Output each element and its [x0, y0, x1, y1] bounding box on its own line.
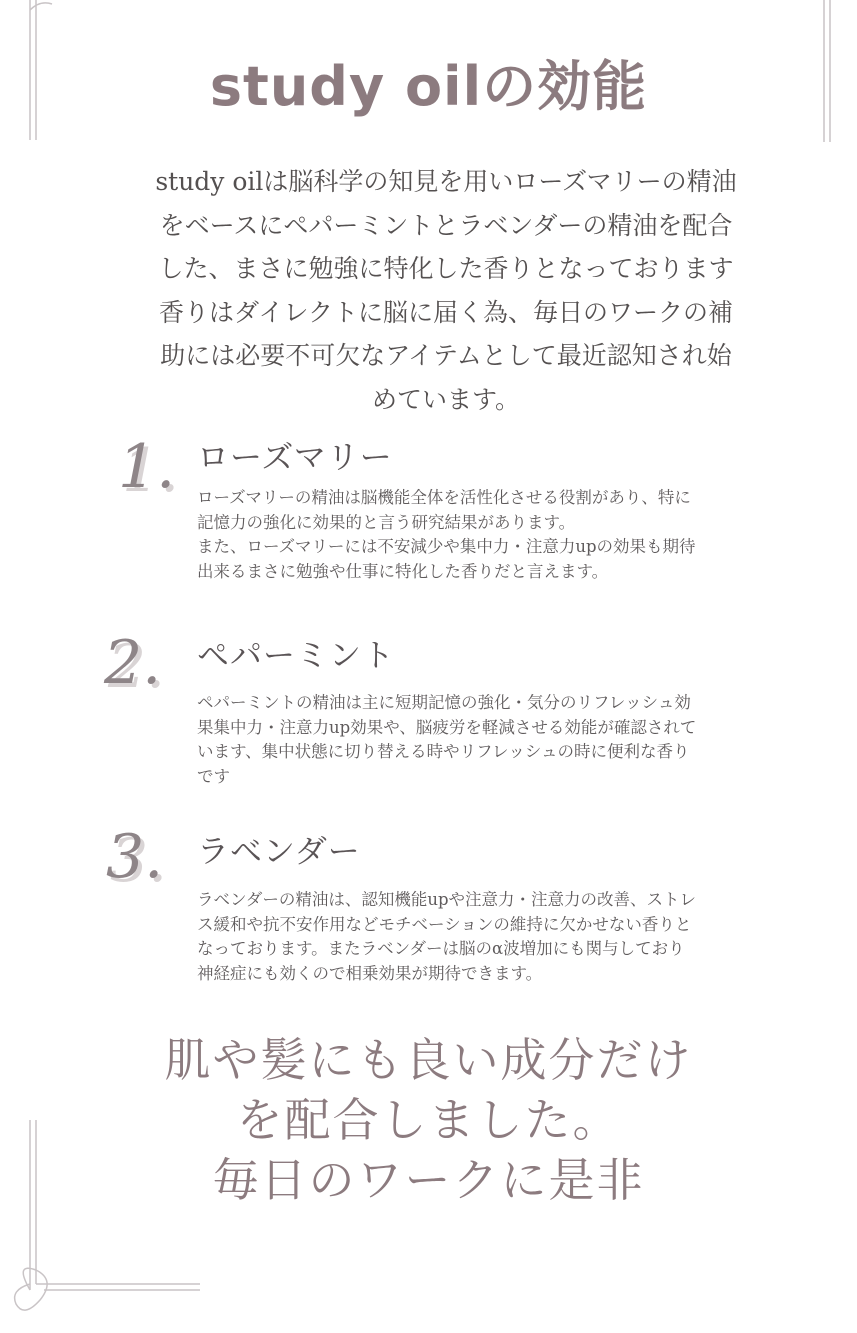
frame-top-left-curl: [30, 3, 52, 10]
item-body-line: です: [197, 766, 230, 786]
closing-line: 肌や髪にも良い成分だけ: [164, 1033, 693, 1087]
item-body-line: また、ローズマリーには不安減少や集中力・注意力upの効果も期待: [197, 537, 696, 556]
item-body-line: ローズマリーの精油は脳機能全体を活性化させる役割があり、特に: [197, 488, 691, 507]
intro-line: study oilは脳科学の知見を用いローズマリーの精油: [155, 167, 737, 196]
intro-line: 助には必要不可欠なアイテムとして最近認知され始: [160, 341, 732, 370]
intro-line: 香りはダイレクトに脳に届く為、毎日のワークの補: [158, 297, 733, 327]
item-heading-lavender: ラベンダー: [197, 832, 361, 870]
closing-message: [0, 1030, 857, 1210]
item-number-1: 1.: [118, 432, 176, 502]
item-heading-peppermint: ペパーミント: [197, 636, 396, 674]
intro-line: めています。: [371, 384, 520, 414]
item-number-2: 2.: [104, 628, 162, 698]
item-body-line: 神経症にも効くので相乗効果が期待できます。: [197, 963, 543, 983]
item-body-rosemary: [197, 486, 757, 584]
intro-text: [110, 160, 782, 421]
page-title: study oilの効能: [209, 55, 648, 118]
intro-line: をベースにペパーミントとラベンダーの精油を配合: [159, 210, 733, 240]
item-body-line: ペパーミントの精油は主に短期記憶の強化・気分のリフレッシュ効: [197, 693, 691, 712]
item-body-line: ラベンダーの精油は、認知機能upや注意力・注意力の改善、ストレ: [197, 890, 697, 909]
frame-bottom-left-curl: [15, 1268, 47, 1310]
item-heading-rosemary: ローズマリー: [197, 438, 393, 476]
item-body-line: なっております。またラベンダーは脳のα波増加にも関与しており: [197, 939, 685, 958]
item-body-peppermint: [197, 691, 757, 789]
item-body-line: 出来るまさに勉強や仕事に特化した香りだと言えます。: [197, 561, 609, 581]
intro-line: した、まさに勉強に特化した香りとなっております: [158, 254, 734, 283]
closing-line: 毎日のワークに是非: [212, 1153, 645, 1207]
item-number-3: 3.: [106, 822, 164, 892]
closing-line: を配合しました。: [236, 1093, 621, 1147]
item-body-line: 果集中力・注意力up効果や、脳疲労を軽減させる効能が確認されて: [197, 717, 697, 737]
item-body-line: ス緩和や抗不安作用などモチベーションの維持に欠かせない香りと: [197, 914, 692, 934]
item-body-line: 記憶力の強化に効果的と言う研究結果があります。: [197, 512, 576, 532]
item-body-lavender: [197, 888, 757, 986]
item-body-line: います、集中状態に切り替える時やリフレッシュの時に便利な香り: [197, 742, 690, 761]
